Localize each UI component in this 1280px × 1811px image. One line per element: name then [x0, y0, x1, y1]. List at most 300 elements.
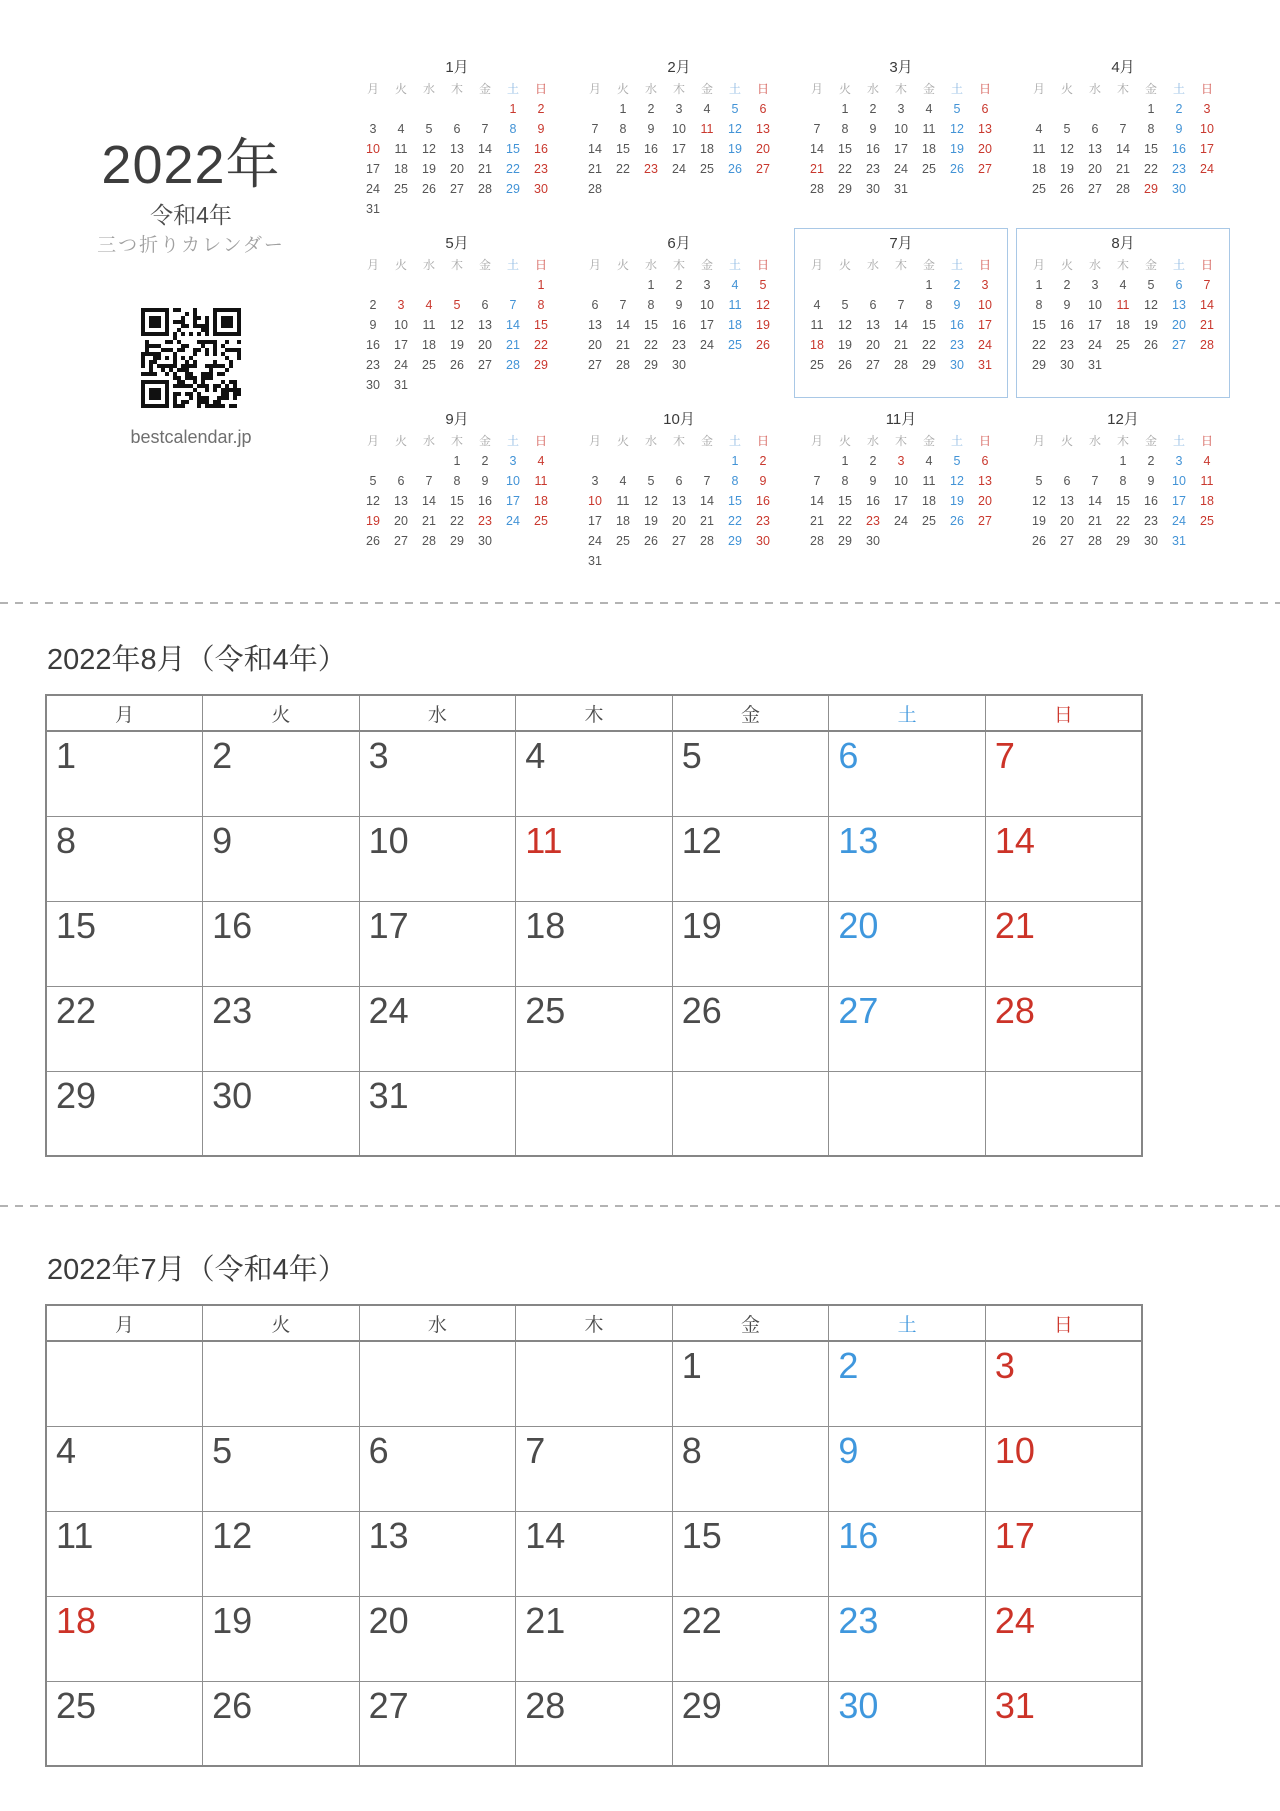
- mini-day-cell: 3: [397, 298, 405, 312]
- mini-day-cell: 9: [759, 474, 767, 488]
- mini-day-cell: 8: [1035, 298, 1043, 312]
- mini-day-cell: 20: [1060, 514, 1074, 528]
- mini-day-cell: 7: [509, 298, 517, 312]
- mini-day-cell: 12: [756, 298, 770, 312]
- mini-day-cell: 13: [478, 318, 492, 332]
- day-cell: 24: [359, 986, 516, 1071]
- mini-weekday-header: 月: [810, 434, 823, 448]
- mini-day-cell: 3: [675, 102, 683, 116]
- mini-day-cell: [831, 551, 859, 571]
- mini-day-cell: 10: [366, 142, 380, 156]
- day-cell: 26: [203, 1681, 360, 1766]
- mini-day-cell: 28: [1088, 534, 1102, 548]
- mini-day-cell: 8: [619, 122, 627, 136]
- mini-day-cell: 19: [838, 338, 852, 352]
- mini-day-cell: 5: [731, 102, 739, 116]
- mini-day-cell: 29: [644, 358, 658, 372]
- week-row: [46, 1341, 1142, 1426]
- mini-day-cell: 30: [478, 534, 492, 548]
- mini-day-cell: 30: [1144, 534, 1158, 548]
- mini-weekday-header: 土: [950, 258, 963, 272]
- calendar-section-august: [45, 640, 1143, 1157]
- mini-day-cell: 7: [703, 474, 711, 488]
- mini-day-cell: 7: [1203, 278, 1211, 292]
- mini-day-cell: 15: [506, 142, 520, 156]
- mini-day-cell: [915, 179, 943, 199]
- day-cell: 23: [829, 1596, 986, 1681]
- mini-day-cell: [721, 375, 749, 395]
- mini-day-cell: 19: [1032, 514, 1046, 528]
- mini-month-12: [1016, 404, 1230, 574]
- mini-day-cell: 30: [1172, 182, 1186, 196]
- day-cell: 22: [46, 986, 203, 1071]
- day-cell: 1: [46, 731, 203, 816]
- weekday-header-row: [46, 1305, 1142, 1341]
- day-cell: 14: [516, 1511, 673, 1596]
- mini-day-cell: [415, 199, 443, 219]
- day-cell: 24: [985, 1596, 1142, 1681]
- mini-day-cell: 23: [866, 514, 880, 528]
- mini-day-cell: 3: [1175, 454, 1183, 468]
- mini-day-cell: 31: [1172, 534, 1186, 548]
- qr-code-icon: [141, 308, 241, 408]
- mini-month-grid: [1025, 255, 1221, 395]
- week-row: [46, 731, 1142, 816]
- mini-day-cell: 16: [756, 494, 770, 508]
- mini-day-cell: 6: [397, 474, 405, 488]
- mini-weekday-header: 土: [950, 434, 963, 448]
- mini-day-cell: 20: [394, 514, 408, 528]
- mini-day-cell: [749, 199, 777, 219]
- mini-day-cell: [415, 275, 443, 295]
- mini-day-cell: [609, 551, 637, 571]
- mini-day-cell: 19: [644, 514, 658, 528]
- mini-day-cell: 21: [810, 514, 824, 528]
- mini-day-cell: [387, 275, 415, 295]
- calendar-table-august: [45, 694, 1143, 1157]
- day-cell: 8: [672, 1426, 829, 1511]
- mini-day-cell: 5: [841, 298, 849, 312]
- mini-day-cell: 6: [675, 474, 683, 488]
- mini-day-cell: 1: [925, 278, 933, 292]
- mini-day-cell: 2: [675, 278, 683, 292]
- mini-weekday-header: 水: [866, 258, 879, 272]
- day-cell: 30: [829, 1681, 986, 1766]
- mini-month-grid: [581, 79, 777, 219]
- mini-weekday-header: 金: [478, 258, 491, 272]
- mini-day-cell: 31: [394, 378, 408, 392]
- era-label: 令和4年: [150, 202, 232, 228]
- mini-day-cell: [359, 99, 387, 119]
- mini-day-cell: 13: [978, 122, 992, 136]
- mini-day-cell: 13: [1088, 142, 1102, 156]
- mini-day-cell: 16: [950, 318, 964, 332]
- mini-day-cell: [887, 375, 915, 395]
- calendar-subtitle: 三つ折りカレンダー: [97, 235, 285, 256]
- mini-day-cell: 6: [1063, 474, 1071, 488]
- mini-day-cell: 23: [534, 162, 548, 176]
- mini-month-11: [794, 404, 1008, 574]
- mini-day-cell: 28: [1116, 182, 1130, 196]
- mini-weekday-header: 火: [1060, 434, 1073, 448]
- day-cell: 11: [46, 1511, 203, 1596]
- mini-weekday-header: 日: [1200, 434, 1213, 448]
- mini-weekday-header: 月: [1032, 82, 1045, 96]
- day-cell: 11: [516, 816, 673, 901]
- mini-day-cell: 9: [481, 474, 489, 488]
- mini-day-cell: 10: [394, 318, 408, 332]
- mini-day-cell: 22: [616, 162, 630, 176]
- mini-weekday-header: 火: [838, 258, 851, 272]
- day-cell: 18: [516, 901, 673, 986]
- mini-day-cell: 25: [728, 338, 742, 352]
- mini-day-cell: [859, 375, 887, 395]
- mini-day-cell: 12: [422, 142, 436, 156]
- mini-day-cell: [609, 179, 637, 199]
- day-cell: 18: [46, 1596, 203, 1681]
- mini-day-cell: 16: [534, 142, 548, 156]
- mini-month-3: [794, 52, 1008, 222]
- weekday-header-row: [46, 1305, 1142, 1341]
- mini-weekday-header: 火: [616, 258, 629, 272]
- mini-weekday-header: 水: [1088, 82, 1101, 96]
- mini-day-cell: 11: [394, 142, 408, 156]
- mini-day-cell: 11: [700, 122, 714, 136]
- mini-day-cell: 10: [1088, 298, 1102, 312]
- mini-day-cell: 2: [537, 102, 545, 116]
- day-cell: 25: [46, 1681, 203, 1766]
- mini-day-cell: 23: [1144, 514, 1158, 528]
- day-cell: [829, 1071, 986, 1156]
- mini-weekday-header: 火: [394, 82, 407, 96]
- mini-day-cell: [693, 199, 721, 219]
- mini-day-cell: [693, 375, 721, 395]
- mini-day-cell: [581, 275, 609, 295]
- mini-day-cell: 5: [953, 454, 961, 468]
- mini-day-cell: 11: [922, 474, 936, 488]
- mini-day-cell: 30: [950, 358, 964, 372]
- mini-month-title: 1月: [445, 59, 469, 76]
- mini-weekday-header: 土: [728, 258, 741, 272]
- mini-day-cell: [1025, 451, 1053, 471]
- mini-day-cell: [499, 275, 527, 295]
- mini-day-cell: 10: [1172, 474, 1186, 488]
- mini-weekday-header: 金: [922, 434, 935, 448]
- mini-day-cell: 1: [647, 278, 655, 292]
- mini-day-cell: 11: [810, 318, 824, 332]
- weekday-header: 木: [516, 1305, 673, 1341]
- mini-day-cell: [803, 99, 831, 119]
- mini-day-cell: 5: [369, 474, 377, 488]
- mini-day-cell: 6: [981, 102, 989, 116]
- mini-day-cell: [1109, 355, 1137, 375]
- mini-weekday-header: 金: [478, 434, 491, 448]
- mini-day-cell: 10: [506, 474, 520, 488]
- mini-day-cell: 5: [647, 474, 655, 488]
- mini-day-cell: 5: [453, 298, 461, 312]
- mini-day-cell: 23: [366, 358, 380, 372]
- mini-weekday-header: 日: [978, 258, 991, 272]
- mini-day-cell: [1025, 375, 1053, 395]
- mini-day-cell: [803, 451, 831, 471]
- mini-day-cell: 18: [922, 494, 936, 508]
- mini-day-cell: 16: [1172, 142, 1186, 156]
- mini-weekday-header: 金: [700, 82, 713, 96]
- mini-day-cell: 11: [616, 494, 630, 508]
- mini-weekday-header: 水: [644, 258, 657, 272]
- mini-day-cell: 6: [981, 454, 989, 468]
- mini-day-cell: [1025, 551, 1053, 571]
- mini-day-cell: [971, 199, 999, 219]
- mini-day-cell: 11: [1032, 142, 1046, 156]
- mini-day-cell: 19: [1144, 318, 1158, 332]
- mini-day-cell: 22: [450, 514, 464, 528]
- mini-day-cell: 28: [810, 182, 824, 196]
- mini-day-cell: 28: [700, 534, 714, 548]
- week-row: [46, 1071, 1142, 1156]
- mini-day-cell: [693, 179, 721, 199]
- mini-month-title: 12月: [1107, 411, 1139, 428]
- mini-day-cell: 2: [869, 454, 877, 468]
- mini-day-cell: 15: [644, 318, 658, 332]
- mini-day-cell: 10: [588, 494, 602, 508]
- mini-day-cell: 28: [894, 358, 908, 372]
- mini-month-grid: [359, 79, 555, 219]
- mini-day-cell: [387, 199, 415, 219]
- mini-day-cell: [527, 531, 555, 551]
- mini-day-cell: 18: [422, 338, 436, 352]
- mini-day-cell: 9: [369, 318, 377, 332]
- year-overview: [350, 52, 1230, 574]
- mini-day-cell: [971, 551, 999, 571]
- mini-day-cell: 23: [1172, 162, 1186, 176]
- mini-day-cell: 17: [394, 338, 408, 352]
- mini-day-cell: 6: [1091, 122, 1099, 136]
- mini-day-cell: 31: [894, 182, 908, 196]
- mini-day-cell: 4: [703, 102, 711, 116]
- mini-day-cell: 10: [672, 122, 686, 136]
- mini-day-cell: 8: [841, 122, 849, 136]
- mini-day-cell: 6: [869, 298, 877, 312]
- mini-day-cell: 6: [591, 298, 599, 312]
- mini-day-cell: [471, 199, 499, 219]
- day-cell: 7: [516, 1426, 673, 1511]
- day-cell: 4: [516, 731, 673, 816]
- mini-month-grid: [581, 255, 777, 395]
- mini-month-grid: [1025, 79, 1221, 219]
- mini-day-cell: 23: [1060, 338, 1074, 352]
- mini-day-cell: 28: [616, 358, 630, 372]
- mini-day-cell: 4: [1119, 278, 1127, 292]
- mini-day-cell: [499, 531, 527, 551]
- mini-day-cell: [1053, 551, 1081, 571]
- mini-day-cell: 5: [1063, 122, 1071, 136]
- mini-day-cell: [943, 179, 971, 199]
- mini-day-cell: [693, 451, 721, 471]
- mini-day-cell: 23: [866, 162, 880, 176]
- day-cell: 7: [985, 731, 1142, 816]
- mini-day-cell: 24: [894, 162, 908, 176]
- mini-day-cell: [749, 551, 777, 571]
- mini-day-cell: 27: [1172, 338, 1186, 352]
- mini-day-cell: [581, 451, 609, 471]
- mini-weekday-header: 火: [394, 258, 407, 272]
- mini-day-cell: 15: [534, 318, 548, 332]
- mini-day-cell: 13: [394, 494, 408, 508]
- mini-day-cell: [1193, 375, 1221, 395]
- mini-day-cell: 22: [922, 338, 936, 352]
- mini-day-cell: 4: [537, 454, 545, 468]
- mini-day-cell: [665, 179, 693, 199]
- weekday-header: 木: [516, 695, 673, 731]
- mini-day-cell: 26: [728, 162, 742, 176]
- brand-panel: [81, 136, 301, 448]
- mini-day-cell: 22: [728, 514, 742, 528]
- mini-weekday-header: 土: [1172, 258, 1185, 272]
- mini-day-cell: [1193, 179, 1221, 199]
- day-cell: 14: [985, 816, 1142, 901]
- mini-weekday-header: 日: [1200, 258, 1213, 272]
- mini-day-cell: [1193, 199, 1221, 219]
- mini-day-cell: 2: [481, 454, 489, 468]
- day-cell: 21: [516, 1596, 673, 1681]
- mini-day-cell: [527, 551, 555, 571]
- mini-weekday-header: 金: [922, 258, 935, 272]
- mini-day-cell: 14: [1200, 298, 1214, 312]
- weekday-header: 土: [829, 1305, 986, 1341]
- weekday-header: 金: [672, 1305, 829, 1341]
- mini-month-10: [572, 404, 786, 574]
- mini-day-cell: 25: [1200, 514, 1214, 528]
- mini-day-cell: 3: [369, 122, 377, 136]
- mini-day-cell: [1137, 199, 1165, 219]
- mini-day-cell: 15: [838, 494, 852, 508]
- mini-day-cell: [803, 551, 831, 571]
- mini-month-7: [794, 228, 1008, 398]
- mini-day-cell: [387, 551, 415, 571]
- mini-day-cell: 9: [869, 122, 877, 136]
- mini-weekday-header: 月: [810, 82, 823, 96]
- mini-weekday-header: 金: [700, 258, 713, 272]
- mini-day-cell: 13: [588, 318, 602, 332]
- mini-day-cell: 13: [978, 474, 992, 488]
- mini-day-cell: [665, 551, 693, 571]
- mini-weekday-header: 水: [644, 434, 657, 448]
- weekday-header: 土: [829, 695, 986, 731]
- mini-day-cell: [637, 551, 665, 571]
- day-cell: 20: [829, 901, 986, 986]
- mini-day-cell: [499, 375, 527, 395]
- mini-day-cell: 6: [453, 122, 461, 136]
- mini-day-cell: 18: [922, 142, 936, 156]
- mini-day-cell: 8: [647, 298, 655, 312]
- mini-weekday-header: 金: [1144, 434, 1157, 448]
- mini-day-cell: 15: [1144, 142, 1158, 156]
- mini-day-cell: [637, 179, 665, 199]
- day-cell: [985, 1071, 1142, 1156]
- day-cell: 27: [359, 1681, 516, 1766]
- mini-day-cell: 17: [672, 142, 686, 156]
- mini-weekday-header: 日: [534, 434, 547, 448]
- mini-day-cell: [1081, 451, 1109, 471]
- mini-day-cell: 25: [1116, 338, 1130, 352]
- mini-day-cell: 7: [813, 122, 821, 136]
- mini-day-cell: 24: [1200, 162, 1214, 176]
- mini-day-cell: 5: [759, 278, 767, 292]
- mini-weekday-header: 火: [394, 434, 407, 448]
- mini-day-cell: 25: [422, 358, 436, 372]
- mini-weekday-header: 木: [894, 258, 907, 272]
- mini-day-cell: 19: [1060, 162, 1074, 176]
- mini-day-cell: 2: [953, 278, 961, 292]
- day-cell: 17: [359, 901, 516, 986]
- mini-day-cell: 23: [672, 338, 686, 352]
- mini-day-cell: 26: [450, 358, 464, 372]
- mini-day-cell: [443, 375, 471, 395]
- mini-day-cell: [471, 375, 499, 395]
- mini-day-cell: 3: [591, 474, 599, 488]
- mini-day-cell: [803, 199, 831, 219]
- mini-weekday-header: 火: [838, 434, 851, 448]
- mini-day-cell: [887, 199, 915, 219]
- mini-day-cell: 22: [1144, 162, 1158, 176]
- mini-day-cell: [915, 531, 943, 551]
- mini-day-cell: [749, 375, 777, 395]
- mini-day-cell: 2: [1063, 278, 1071, 292]
- mini-day-cell: 14: [422, 494, 436, 508]
- day-cell: 10: [985, 1426, 1142, 1511]
- mini-day-cell: 9: [869, 474, 877, 488]
- mini-day-cell: 27: [672, 534, 686, 548]
- mini-weekday-header: 月: [588, 82, 601, 96]
- mini-day-cell: 4: [925, 454, 933, 468]
- day-cell: 5: [672, 731, 829, 816]
- mini-day-cell: 11: [422, 318, 436, 332]
- calendar-section-july: [45, 1250, 1143, 1767]
- mini-day-cell: 26: [1060, 182, 1074, 196]
- mini-month-2: [572, 52, 786, 222]
- mini-day-cell: [749, 355, 777, 375]
- mini-day-cell: 13: [1172, 298, 1186, 312]
- mini-day-cell: 27: [866, 358, 880, 372]
- mini-month-grid: [803, 79, 999, 219]
- mini-weekday-header: 金: [700, 434, 713, 448]
- mini-day-cell: [721, 199, 749, 219]
- mini-day-cell: 4: [731, 278, 739, 292]
- day-cell: 28: [985, 986, 1142, 1071]
- mini-day-cell: 16: [866, 142, 880, 156]
- mini-weekday-header: 木: [672, 258, 685, 272]
- day-cell: 28: [516, 1681, 673, 1766]
- mini-day-cell: 10: [894, 122, 908, 136]
- mini-day-cell: 11: [922, 122, 936, 136]
- mini-day-cell: 11: [1200, 474, 1214, 488]
- mini-day-cell: 20: [1088, 162, 1102, 176]
- mini-day-cell: 24: [506, 514, 520, 528]
- mini-day-cell: 19: [450, 338, 464, 352]
- mini-month-title: 11月: [885, 411, 917, 428]
- mini-day-cell: 10: [978, 298, 992, 312]
- mini-weekday-header: 水: [866, 82, 879, 96]
- day-cell: 10: [359, 816, 516, 901]
- weekday-header: 月: [46, 695, 203, 731]
- mini-weekday-header: 木: [450, 258, 463, 272]
- mini-day-cell: 4: [425, 298, 433, 312]
- mini-month-1: [350, 52, 564, 222]
- mini-weekday-header: 木: [1116, 258, 1129, 272]
- fold-separator-top: [0, 602, 1280, 604]
- mini-day-cell: 28: [588, 182, 602, 196]
